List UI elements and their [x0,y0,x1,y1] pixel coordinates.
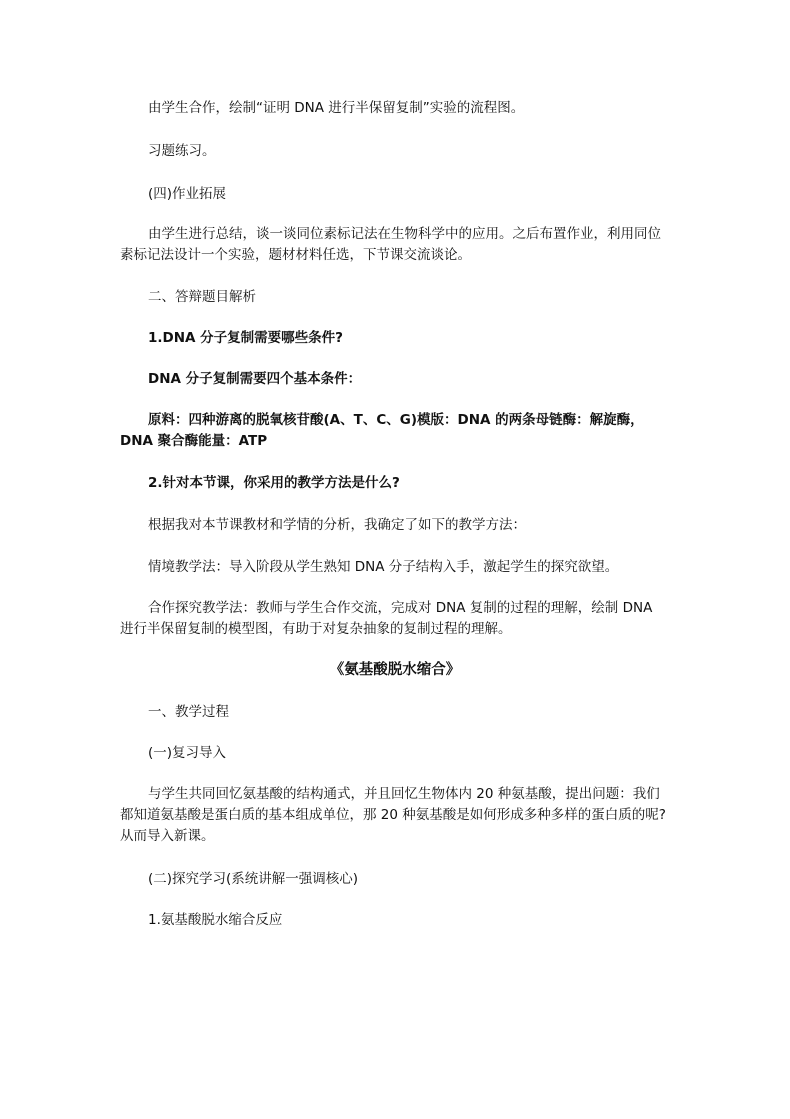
method-situational: 情境教学法：导入阶段从学生熟知 DNA 分子结构入手，激起学生的探究欲望。 [148,559,619,575]
section-heading-process: 一、教学过程 [148,704,229,720]
question-2: 2.针对本节课，你采用的教学方法是什么? [148,475,400,491]
answer-2-intro: 根据我对本节课教材和学情的分析，我确定了如下的教学方法： [148,517,526,533]
question-1: 1.DNA 分子复制需要哪些条件? [148,330,344,346]
section-heading-homework: (四)作业拓展 [148,186,227,202]
subheading-review: (一)复习导入 [148,745,227,761]
section-heading-qa: 二、答辩题目解析 [148,289,256,305]
subheading-dehydration: 1.氨基酸脱水缩合反应 [148,912,283,928]
paragraph-homework-summary: 由学生进行总结，谈一谈同位素标记法在生物科学中的应用。之后布置作业，利用同位素标记法设计一个实验，题材材料任选，下节课交流谈论。 [120,226,661,263]
paragraph-flowchart-task: 由学生合作，绘制“证明 DNA 进行半保留复制”实验的流程图。 [148,100,525,116]
lesson-title: 《氨基酸脱水缩合》 [329,662,461,678]
answer-1-details: 原料：四种游离的脱氧核苷酸(A、T、C、G)模版：DNA 的两条母链酶：解旋酶，DNA 聚合酶能量：ATP [120,412,644,449]
subheading-explore: (二)探究学习(系统讲解一强调核心) [148,871,359,887]
method-cooperative: 合作探究教学法：教师与学生合作交流，完成对 DNA 复制的过程的理解，绘制 DNA 进行半保留复制的模型图，有助于对复杂抽象的复制过程的理解。 [120,600,653,637]
paragraph-exercise: 习题练习。 [148,143,216,159]
paragraph-review-intro: 与学生共同回忆氨基酸的结构通式，并且回忆生物体内 20 种氨基酸，提出问题：我们都知道氨基酸是蛋白质的基本组成单位，那 20 种氨基酸是如何形成多种多样的蛋白质的呢?从而导入新课。 [120,786,666,844]
answer-1-intro: DNA 分子复制需要四个基本条件： [148,371,362,387]
